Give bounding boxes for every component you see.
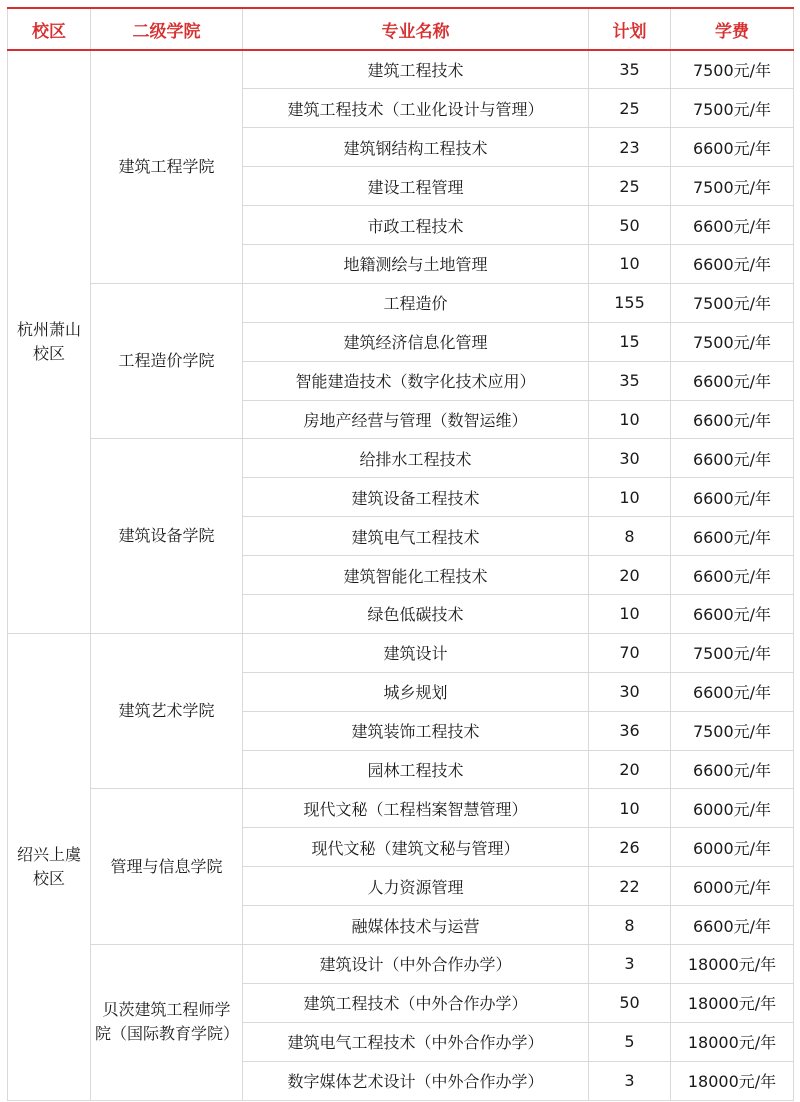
plan-cell: 8 bbox=[589, 906, 671, 945]
fee-cell: 6600元/年 bbox=[671, 906, 794, 945]
college-cell: 贝茨建筑工程师学院（国际教育学院） bbox=[91, 944, 243, 1100]
plan-cell: 70 bbox=[589, 633, 671, 672]
major-name-cell: 建筑钢结构工程技术 bbox=[243, 128, 589, 167]
major-name-cell: 智能建造技术（数字化技术应用） bbox=[243, 361, 589, 400]
fee-cell: 18000元/年 bbox=[671, 983, 794, 1022]
header-major: 专业名称 bbox=[243, 8, 589, 50]
major-name-cell: 建设工程管理 bbox=[243, 167, 589, 206]
plan-cell: 26 bbox=[589, 828, 671, 867]
header-row bbox=[8, 8, 794, 50]
fee-cell: 7500元/年 bbox=[671, 283, 794, 322]
college-cell: 管理与信息学院 bbox=[91, 789, 243, 945]
plan-cell: 20 bbox=[589, 556, 671, 595]
major-name-cell: 市政工程技术 bbox=[243, 206, 589, 245]
fee-cell: 7500元/年 bbox=[671, 167, 794, 206]
header-college: 二级学院 bbox=[91, 8, 243, 50]
table-body bbox=[8, 50, 794, 1100]
plan-cell: 35 bbox=[589, 50, 671, 89]
fee-cell: 6600元/年 bbox=[671, 517, 794, 556]
major-name-cell: 建筑电气工程技术 bbox=[243, 517, 589, 556]
table-row bbox=[8, 944, 794, 983]
fee-cell: 6600元/年 bbox=[671, 206, 794, 245]
major-name-cell: 建筑工程技术 bbox=[243, 50, 589, 89]
campus-cell: 杭州萧山校区 bbox=[8, 50, 91, 633]
fee-cell: 7500元/年 bbox=[671, 322, 794, 361]
plan-cell: 36 bbox=[589, 711, 671, 750]
plan-cell: 3 bbox=[589, 944, 671, 983]
enrollment-table bbox=[7, 7, 794, 1101]
plan-cell: 155 bbox=[589, 283, 671, 322]
table-row bbox=[8, 439, 794, 478]
major-name-cell: 数字媒体艺术设计（中外合作办学） bbox=[243, 1061, 589, 1100]
major-name-cell: 现代文秘（工程档案智慧管理） bbox=[243, 789, 589, 828]
plan-cell: 10 bbox=[589, 478, 671, 517]
table-row bbox=[8, 789, 794, 828]
plan-cell: 20 bbox=[589, 750, 671, 789]
plan-cell: 50 bbox=[589, 206, 671, 245]
fee-cell: 6600元/年 bbox=[671, 400, 794, 439]
fee-cell: 18000元/年 bbox=[671, 1061, 794, 1100]
plan-cell: 10 bbox=[589, 244, 671, 283]
header-campus: 校区 bbox=[8, 8, 91, 50]
fee-cell: 6600元/年 bbox=[671, 361, 794, 400]
plan-cell: 23 bbox=[589, 128, 671, 167]
fee-cell: 6000元/年 bbox=[671, 867, 794, 906]
fee-cell: 6600元/年 bbox=[671, 128, 794, 167]
major-name-cell: 融媒体技术与运营 bbox=[243, 906, 589, 945]
major-name-cell: 建筑电气工程技术（中外合作办学） bbox=[243, 1022, 589, 1061]
major-name-cell: 现代文秘（建筑文秘与管理） bbox=[243, 828, 589, 867]
fee-cell: 6600元/年 bbox=[671, 244, 794, 283]
major-name-cell: 建筑设备工程技术 bbox=[243, 478, 589, 517]
major-name-cell: 建筑智能化工程技术 bbox=[243, 556, 589, 595]
fee-cell: 18000元/年 bbox=[671, 944, 794, 983]
fee-cell: 6600元/年 bbox=[671, 478, 794, 517]
major-name-cell: 房地产经营与管理（数智运维） bbox=[243, 400, 589, 439]
major-name-cell: 工程造价 bbox=[243, 283, 589, 322]
major-name-cell: 园林工程技术 bbox=[243, 750, 589, 789]
major-name-cell: 建筑设计（中外合作办学） bbox=[243, 944, 589, 983]
major-name-cell: 城乡规划 bbox=[243, 672, 589, 711]
header-fee: 学费 bbox=[671, 8, 794, 50]
fee-cell: 6600元/年 bbox=[671, 439, 794, 478]
major-name-cell: 建筑工程技术（工业化设计与管理） bbox=[243, 89, 589, 128]
college-cell: 建筑工程学院 bbox=[91, 50, 243, 283]
fee-cell: 7500元/年 bbox=[671, 633, 794, 672]
college-cell: 建筑艺术学院 bbox=[91, 633, 243, 789]
fee-cell: 7500元/年 bbox=[671, 711, 794, 750]
fee-cell: 18000元/年 bbox=[671, 1022, 794, 1061]
fee-cell: 7500元/年 bbox=[671, 50, 794, 89]
plan-cell: 25 bbox=[589, 89, 671, 128]
plan-cell: 3 bbox=[589, 1061, 671, 1100]
major-name-cell: 绿色低碳技术 bbox=[243, 594, 589, 633]
plan-cell: 30 bbox=[589, 672, 671, 711]
fee-cell: 6000元/年 bbox=[671, 789, 794, 828]
plan-cell: 5 bbox=[589, 1022, 671, 1061]
campus-cell: 绍兴上虞校区 bbox=[8, 633, 91, 1100]
fee-cell: 6600元/年 bbox=[671, 750, 794, 789]
table-row bbox=[8, 50, 794, 89]
fee-cell: 6600元/年 bbox=[671, 594, 794, 633]
major-name-cell: 建筑设计 bbox=[243, 633, 589, 672]
fee-cell: 7500元/年 bbox=[671, 89, 794, 128]
college-cell: 建筑设备学院 bbox=[91, 439, 243, 633]
plan-cell: 10 bbox=[589, 789, 671, 828]
plan-cell: 25 bbox=[589, 167, 671, 206]
major-name-cell: 建筑装饰工程技术 bbox=[243, 711, 589, 750]
plan-cell: 8 bbox=[589, 517, 671, 556]
table-row bbox=[8, 633, 794, 672]
major-name-cell: 给排水工程技术 bbox=[243, 439, 589, 478]
header-plan: 计划 bbox=[589, 8, 671, 50]
major-name-cell: 人力资源管理 bbox=[243, 867, 589, 906]
plan-cell: 35 bbox=[589, 361, 671, 400]
major-name-cell: 建筑工程技术（中外合作办学） bbox=[243, 983, 589, 1022]
plan-cell: 22 bbox=[589, 867, 671, 906]
table-row bbox=[8, 283, 794, 322]
plan-cell: 10 bbox=[589, 594, 671, 633]
plan-cell: 10 bbox=[589, 400, 671, 439]
major-name-cell: 建筑经济信息化管理 bbox=[243, 322, 589, 361]
fee-cell: 6600元/年 bbox=[671, 672, 794, 711]
fee-cell: 6000元/年 bbox=[671, 828, 794, 867]
major-name-cell: 地籍测绘与土地管理 bbox=[243, 244, 589, 283]
plan-cell: 50 bbox=[589, 983, 671, 1022]
plan-cell: 30 bbox=[589, 439, 671, 478]
college-cell: 工程造价学院 bbox=[91, 283, 243, 439]
plan-cell: 15 bbox=[589, 322, 671, 361]
fee-cell: 6600元/年 bbox=[671, 556, 794, 595]
